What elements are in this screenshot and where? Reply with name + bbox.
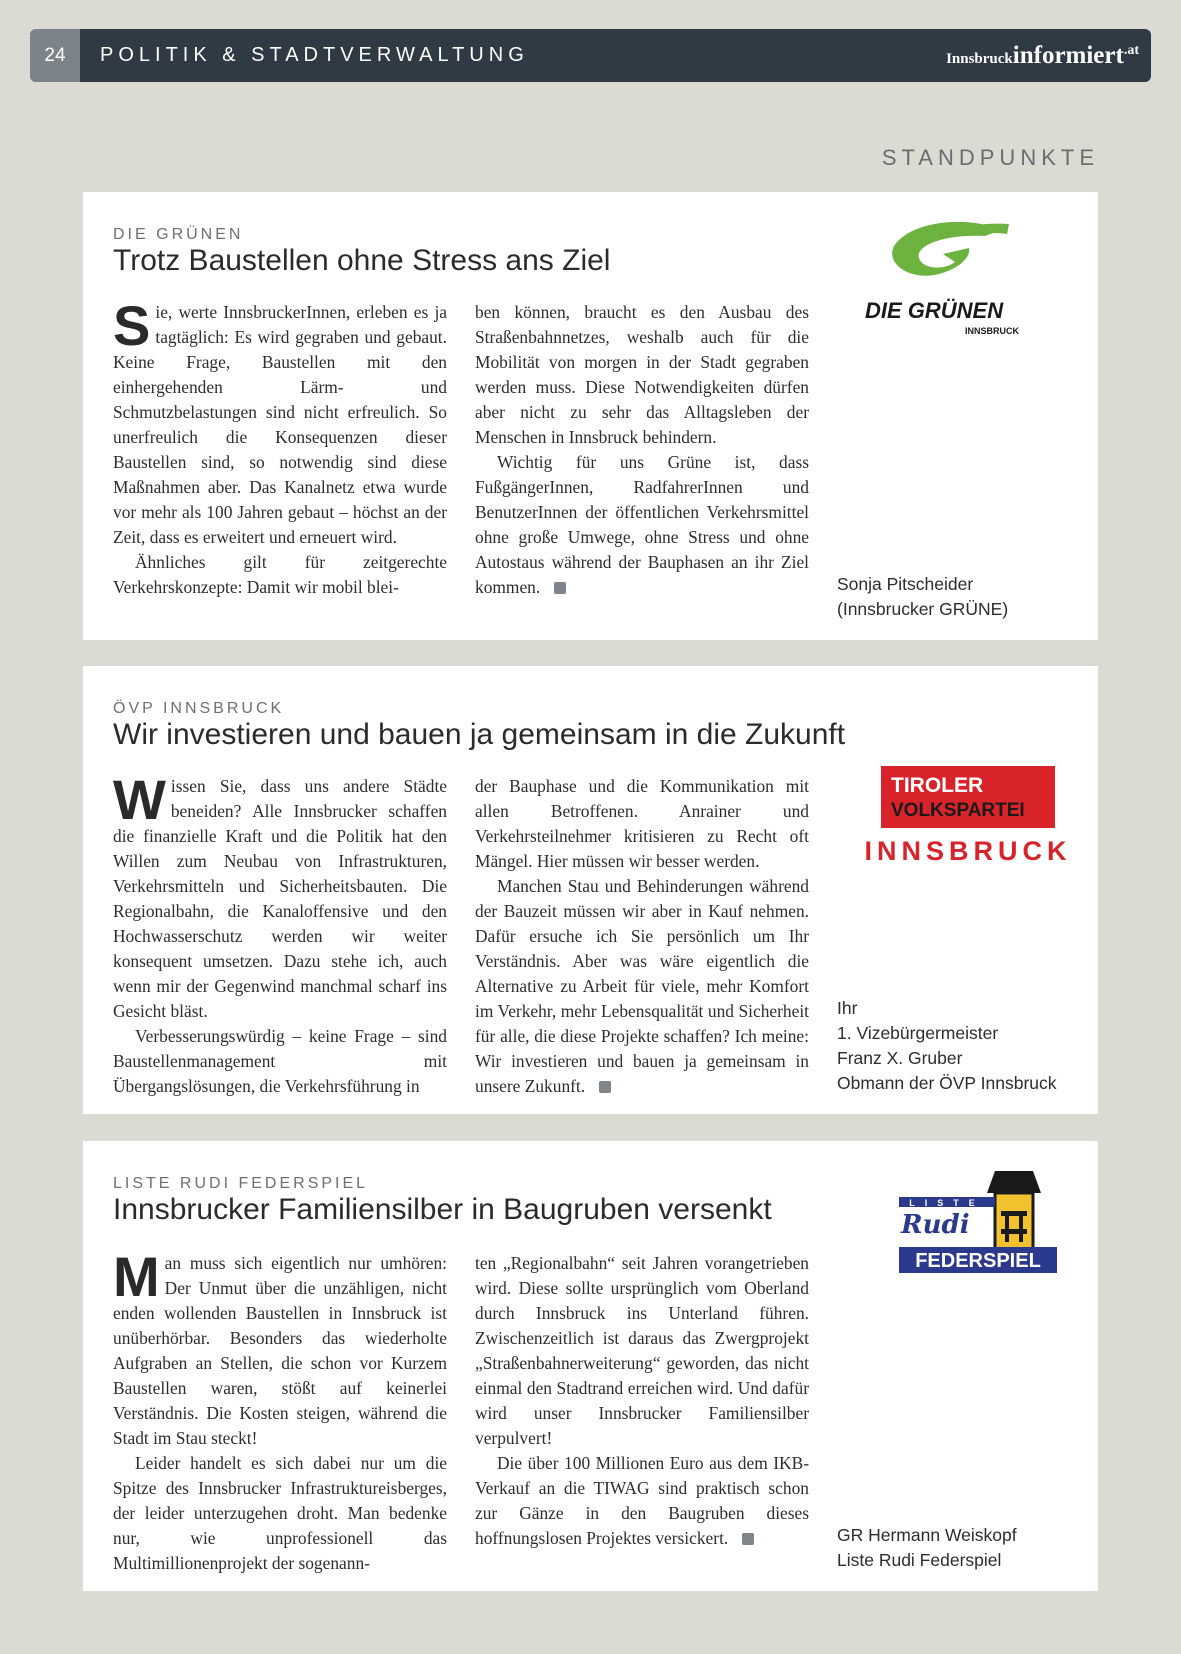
page-number: 24 [30,29,80,82]
oevp-logo-line2: VOLKSPARTEI [891,800,1025,821]
drop-cap: S [113,294,151,357]
gruene-logo-city: INNSBRUCK [965,326,1019,336]
gruene-logo-title: DIE GRÜNEN [865,298,1004,323]
article-headline: Innsbrucker Familiensilber in Baugruben versenkt [113,1193,772,1226]
article-column-left: Wissen Sie, dass uns andere Städte beneiden? Alle Innsbrucker schaffen die finanzielle Kraft und die Politik hat den Willen zum Neubau von Infrastrukturen, Verkehrsmitteln und Sicherheitsbauten. Die Regionalbahn, die Kanaloffensive und den Hochwasserschutz werden wir weiter konsequent umsetzen. Dazu stehe ich, auch wenn mir der Gegenwind manchmal scharf ins Gesicht bläst. Verbesserungswürdig – keine Frage – sind Baustellenmanagement mit Übergangslösungen, die Verkehrsführung in [113,768,447,1096]
oevp-logo-line1: TIROLER [891,774,984,797]
header-bar [30,29,1151,82]
page-label: STANDPUNKTE [881,145,1099,170]
end-mark-icon [599,1081,611,1093]
house-beam-icon [1001,1229,1027,1234]
article-card-federspiel [83,1141,1098,1591]
house-post-icon [1005,1216,1009,1242]
liste-label: LISTE [909,1198,985,1208]
house-roof-icon [987,1171,1041,1193]
gruene-logo [859,212,1029,340]
article-column-left: Man muss sich eigentlich nur umhören: Der Unmut über die unzähligen, nicht enden wollenden Baustellen in Innsbruck ist unüberhörbar. Besonders das wiederholte Aufgraben an Stellen, die schon vor Kurzem Baustellen waren, stößt auf keinerlei Verständnis. Die Kosten steigen, während die Stadt im Stau steckt! Leider handelt es sich dabei nur um die Spitze des Innsbrucker Infrastruktureisberges, der leider unterzugehen droht. Man bedenke nur, wie unprofessionell das Multimillionenprojekt der sogenann- [113,1245,447,1573]
author-signature: GR Hermann Weiskopf Liste Rudi Federspiel [837,1525,1017,1570]
federspiel-label: FEDERSPIEL [915,1250,1041,1272]
party-name: LISTE RUDI FEDERSPIEL [113,1175,369,1192]
drop-cap: W [113,768,166,831]
drop-cap: M [113,1245,160,1308]
oevp-logo-city: INNSBRUCK [864,836,1072,866]
house-beam-icon [1001,1211,1027,1216]
article-headline: Trotz Baustellen ohne Stress ans Ziel [113,244,611,277]
oevp-logo [863,766,1073,870]
article-column-left: Sie, werte InnsbruckerInnen, erleben es ja tagtäglich: Es wird gegraben und gebaut. Keine Frage, Baustellen mit den einhergehenden Lärm- und Schmutzbelastungen sind nicht erfreulich. So unerfreulich die Konsequenzen dieser Baustellen sind, so notwendig sind diese Maßnahmen aber. Das Kanalnetz etwa wurde vor mehr als 100 Jahren gebaut – höchst an der Zeit, dass es erweitert und erneuert wird. Ähnliches gilt für zeitgerechte Verkehrskonzepte: Damit wir mobil blei- [113,294,447,597]
section-title: POLITIK & STADTVERWALTUNG [100,44,529,66]
article-column-right: ben können, braucht es den Ausbau des Straßenbahnnetzes, weshalb auch für die Mobilität von morgen in der Stadt gegraben werden muss. Diese Notwendigkeiten dürfen aber nicht zu sehr das Alltagsleben der Menschen in Innsbruck behindern. Wichtig für uns Grüne ist, dass FußgängerInnen, RadfahrerInnen und BenutzerInnen der öffentlichen Verkehrsmittel ohne große Umwege, ohne Stress und ohne Autostaus während der Bauphasen an ihr Ziel kommen. [475,302,809,597]
brand-logo[interactable]: Innsbruckinformiert.at [946,42,1139,69]
end-mark-icon [554,582,566,594]
house-post-icon [1019,1216,1023,1242]
end-mark-icon [742,1533,754,1545]
author-signature: Ihr 1. Vizebürgermeister Franz X. Gruber Obmann der ÖVP Innsbruck [837,998,1057,1093]
rudi-script: Rudi [901,1210,970,1240]
author-signature: Sonja Pitscheider (Innsbrucker GRÜNE) [837,574,1009,619]
party-name: DIE GRÜNEN [113,226,244,243]
article-column-right: ten „Regionalbahn“ seit Jahren vorangetrieben wird. Diese sollte ursprünglich vom Oberland durch Innsbruck ins Unterland führen. Zwischenzeitlich ist daraus das Zwergprojekt „Straßenbahnerweiterung“ geworden, das nicht einmal den Stadtrand erreichen wird. Und dafür wird unser Innsbrucker Familiensilber verpulvert! Die über 100 Millionen Euro aus dem IKB-Verkauf an die TIWAG sind praktisch schon zur Gänze in den Baugruben dieses hoffnungslosen Projektes versickert. [475,1253,809,1548]
article-card-gruene [83,192,1098,640]
federspiel-logo [891,1167,1061,1285]
article-headline: Wir investieren und bauen ja gemeinsam in die Zukunft [113,718,846,751]
party-name: ÖVP INNSBRUCK [113,700,285,717]
article-column-right: der Bauphase und die Kommunikation mit allen Betroffenen. Anrainer und Verkehrsteilnehmer kritisieren zu Recht oft Mängel. Hier müssen wir besser werden. Manchen Stau und Behinderungen während der Bauzeit müssen wir aber in Kauf nehmen. Dafür ersuche ich Sie persönlich um Ihr Verständnis. Aber was wäre eigentlich die Alternative zu Arbeit für viele, mehr Komfort im Verkehr, mehr Lebensqualität und Sicherheit für alle, die diese Projekte schaffen? Ich meine: Wir investieren und bauen ja gemeinsam in unsere Zukunft. [475,776,809,1096]
article-card-oevp [83,666,1098,1114]
